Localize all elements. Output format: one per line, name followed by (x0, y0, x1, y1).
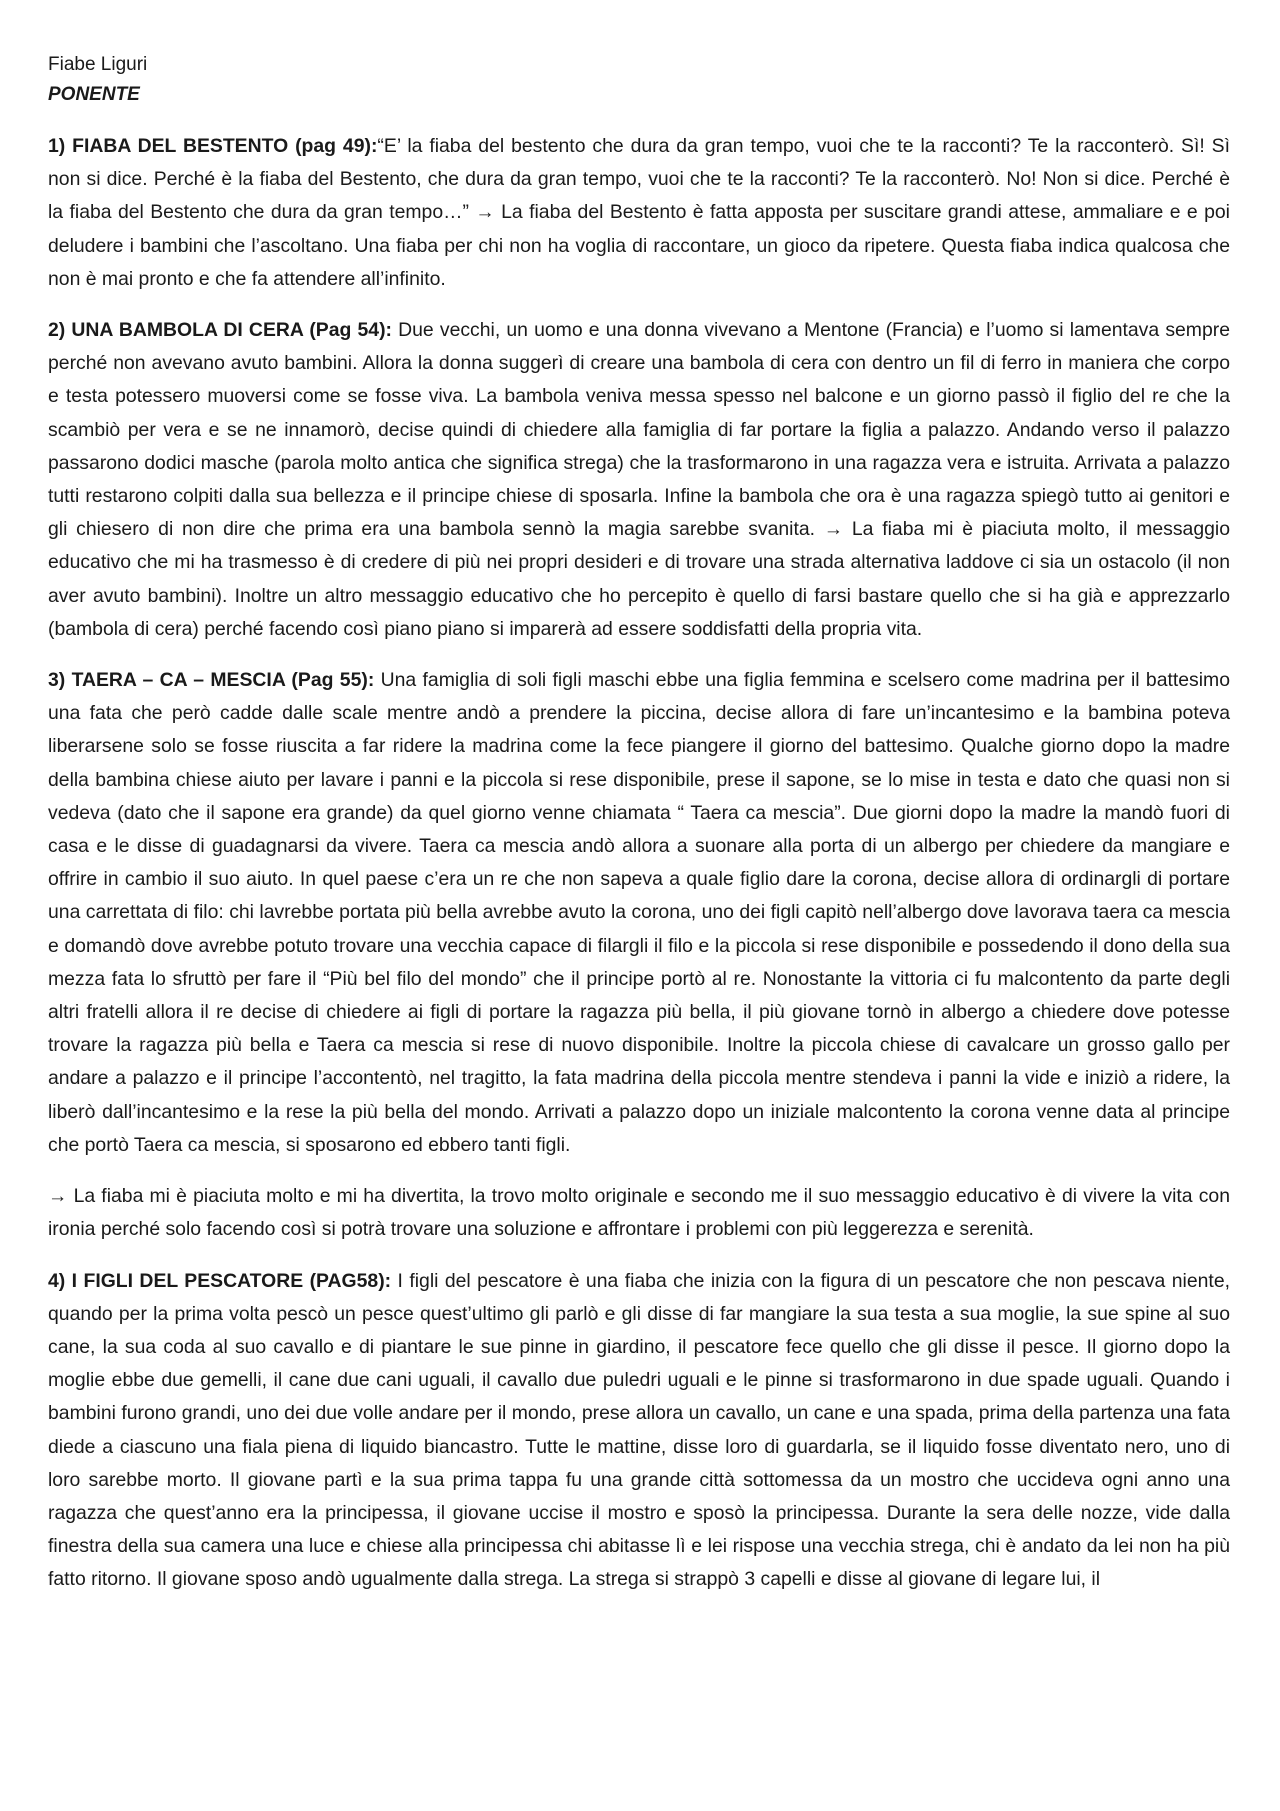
section-3-comment-body: → La fiaba mi è piaciuta molto e mi ha divertita, la trovo molto originale e secondo me il suo messaggio educativo è di vivere la vita con ironia perché solo facendo così si potrà trovare una soluzione e affrontare i problemi con più leggerezza e serenità. (48, 1185, 1230, 1241)
region-heading: PONENTE (48, 84, 140, 105)
section-2-body: Due vecchi, un uomo e una donna vivevano a Mentone (Francia) e l’uomo si lamentava sempre perché non avevano avuto bambini. Allora la donna suggerì di creare una bambola di cera con dentro un fil di ferro in maniera che corpo e testa potessero muoversi come se fosse viva. La bambola veniva messa spesso nel balcone e un giorno passò il figlio del re che la scambiò per vera e se ne innamorò, decise quindi di chiedere alla famiglia di far portare la figlia a palazzo. Andando verso il palazzo passarono dodici masche (parola molto antica che significa strega) che la trasformarono in una ragazza vera e istruita. Arrivata a palazzo tutti restarono colpiti dalla sua bellezza e il principe chiese di sposarla. Infine la bambola che ora è una ragazza spiegò tutto ai genitori e gli chiesero di non dire che prima era una bambola sennò la magia sarebbe svanita. → La fiaba mi è piaciuta molto, il messaggio educativo che mi ha trasmesso è di credere di più nei propri desideri e di trovare una strada alternativa laddove ci sia un ostacolo (il non aver avuto bambini). Inoltre un altro messaggio educativo che ho percepito è quello di farsi bastare quello che si ha già e apprezzarlo (bambola di cera) perché facendo così piano piano si imparerà ad essere soddisfatti della propria vita. (48, 319, 1230, 640)
section-3-body: Una famiglia di soli figli maschi ebbe una figlia femmina e scelsero come madrina per il battesimo una fata che però cadde dalle scale mentre andò a prendere la piccina, decise allora di fare un’incantesimo e la bambina poteva liberarsene solo se fosse riuscita a far ridere la madrina come la fece piangere il giorno del battesimo. Qualche giorno dopo la madre della bambina chiese aiuto per lavare i panni e la piccola si rese disponibile, prese il sapone, se lo mise in testa e dato che quasi non si vedeva (dato che il sapone era grande) da quel giorno venne chiamata “ Taera ca mescia”. Due giorni dopo la madre la mandò fuori di casa e le disse di guadagnarsi da vivere. Taera ca mescia andò allora a suonare alla porta di un albergo per chiedere da mangiare e offrire in cambio il suo aiuto. In quel paese c’era un re che non sapeva a quale figlio dare la corona, decise allora di ordinargli di portare una carrettata di filo: chi lavrebbe portata più bella avrebbe avuto la corona, uno dei figli capitò nell’albergo dove lavorava taera ca mescia e domandò dove avrebbe potuto trovare una vecchia capace di filargli il filo e la piccola si rese disponibile e possedendo il dono della sua mezza fata lo sfruttò per fare il “Più bel filo del mondo” che il principe portò al re. Nonostante la vittoria ci fu malcontento da parte degli altri fratelli allora il re decise di chiedere ai figli di portare la ragazza più bella, il più giovane tornò in albergo a chiedere dove potesse trovare la ragazza più bella e Taera ca mescia si rese di nuovo disponibile. Inoltre la piccola chiese di cavalcare un grosso gallo per andare a palazzo e il principe l’accontentò, nel tragitto, la fata madrina della piccola mentre stendeva i panni la vide e iniziò a ridere, la liberò dall’incantesimo e la rese la più bella del mondo. Arrivati a palazzo dopo un iniziale malcontento la corona venne data al principe che portò Taera ca mescia, si sposarono ed ebbero tanti figli. (48, 669, 1230, 1156)
section-2-paragraph (48, 314, 1230, 646)
section-1-body: “E’ la fiaba del bestento che dura da gran tempo, vuoi che te la racconti? Te la racconterò. Sì! Sì non si dice. Perché è la fiaba del Bestento, che dura da gran tempo, vuoi che te la racconti? Te la racconterò. No! Non si dice. Perché è la fiaba del Bestento che dura da gran tempo…” → La fiaba del Bestento è fatta apposta per suscitare grandi attese, ammaliare e e poi deludere i bambini che l’ascoltano. Una fiaba per chi non ha voglia di raccontare, un gioco da ripetere. Questa fiaba indica qualcosa che non è mai pronto e che fa attendere all’infinito. (48, 135, 1230, 290)
document-title: Fiabe Liguri (48, 54, 148, 75)
section-2-heading: 2) UNA BAMBOLA DI CERA (Pag 54): (48, 319, 392, 342)
section-1-paragraph (48, 130, 1230, 296)
section-4-paragraph (48, 1265, 1230, 1597)
document-header (48, 50, 1230, 110)
section-1-heading: 1) FIABA DEL BESTENTO (pag 49): (48, 135, 378, 157)
section-4-heading: 4) I FIGLI DEL PESCATORE (PAG58): (48, 1269, 392, 1292)
section-4-body: I figli del pescatore è una fiaba che inizia con la figura di un pescatore che non pescava niente, quando per la prima volta pescò un pesce quest’ultimo gli parlò e gli disse di far mangiare la sua testa a sua moglie, la sue spine al suo cane, la sua coda al suo cavallo e di piantare le sue pinne in giardino, il pescatore fece quello che gli disse il pesce. Il giorno dopo la moglie ebbe due gemelli, il cane due cani uguali, il cavallo due puledri uguali e le pinne si trasformarono in due spade uguali. Quando i bambini furono grandi, uno dei due volle andare per il mondo, prese allora un cavallo, un cane e una spada, prima della partenza una fata diede a ciascuno una fiala piena di liquido biancastro. Tutte le mattine, disse loro di guardarla, se il liquido fosse diventato nero, uno di loro sarebbe morto. Il giovane partì e la sua prima tappa fu una grande città sottomessa da un mostro che uccideva ogni anno una ragazza che quest’anno era la principessa, il giovane uccise il mostro e sposò la principessa. Durante la sera delle nozze, vide dalla finestra della sua camera una luce e chiese alla principessa chi abitasse lì e lei rispose una vecchia strega, chi è andato da lei non ha più fatto ritorno. Il giovane sposo andò ugualmente dalla strega. La strega si strappò 3 capelli e disse al giovane di legare lui, il (48, 1269, 1230, 1591)
section-3-paragraph (48, 664, 1230, 1162)
section-3-comment-paragraph (48, 1180, 1230, 1246)
section-3-heading: 3) TAERA – CA – MESCIA (Pag 55): (48, 669, 375, 692)
